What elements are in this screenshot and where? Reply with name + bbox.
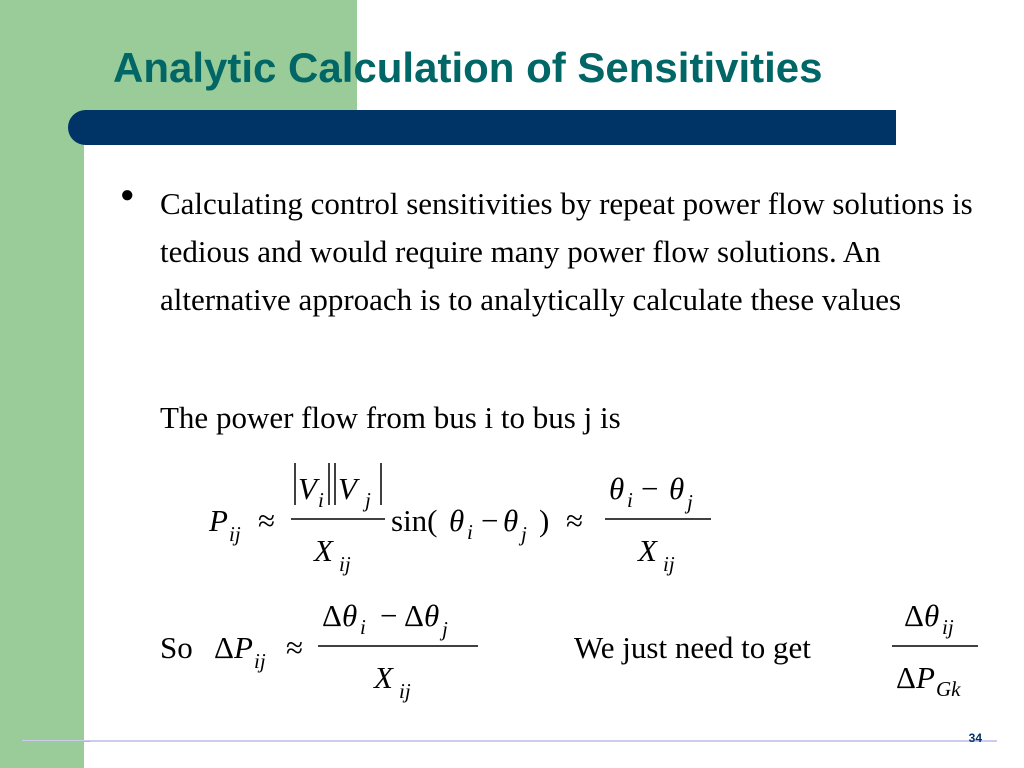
eq1-close: ) xyxy=(539,503,550,538)
power-flow-intro: The power flow from bus i to bus j is xyxy=(160,400,621,435)
eq1-theta-j-sub: j xyxy=(521,522,527,546)
eq3-theta-sub: ij xyxy=(942,615,954,639)
delta-power-equation xyxy=(158,588,498,721)
eq1-approx-1: ≈ xyxy=(258,503,276,538)
power-flow-equation xyxy=(205,455,725,593)
eq1-sin: sin( xyxy=(391,503,438,538)
eq1-theta-i: θ xyxy=(449,503,465,538)
eq3-P: P xyxy=(916,660,935,695)
eq2-approx: ≈ xyxy=(286,630,304,665)
eq2-so: So xyxy=(160,630,193,665)
eq2-minus: − xyxy=(380,598,398,633)
eq3-theta: θ xyxy=(924,598,940,633)
eq1-theta-i-sub: i xyxy=(467,520,473,544)
slide-title: Analytic Calculation of Sensitivities xyxy=(113,44,823,91)
footer-rule xyxy=(22,740,997,742)
eq2-P-sub: ij xyxy=(254,649,266,673)
eq1-P-sub: ij xyxy=(229,522,241,546)
eq3-delta-P: Δ xyxy=(896,660,916,695)
eq1-X1-sub: ij xyxy=(339,552,351,576)
eq2-delta-P: Δ xyxy=(214,630,234,665)
eq2-theta-j-sub: j xyxy=(442,617,448,641)
eq3-label: We just need to get xyxy=(574,630,811,665)
eq1-frac2-theta-j-sub: j xyxy=(687,490,693,514)
eq1-frac2-theta-i-sub: i xyxy=(627,488,633,512)
eq1-X2-sub: ij xyxy=(663,552,675,576)
target-sensitivity xyxy=(572,588,992,721)
eq1-P: P xyxy=(209,503,228,538)
eq1-V2: V xyxy=(338,471,357,506)
left-accent-bar-lower xyxy=(0,145,84,768)
eq3-delta-theta: Δ xyxy=(904,598,924,633)
eq1-frac2-theta-j: θ xyxy=(669,471,685,506)
eq1-approx-2: ≈ xyxy=(566,503,584,538)
eq1-V1: V xyxy=(298,471,317,506)
eq1-theta-j: θ xyxy=(503,503,519,538)
eq1-V2-sub: j xyxy=(365,488,371,512)
eq2-theta-j: θ xyxy=(424,598,440,633)
eq2-delta-j: Δ xyxy=(404,598,424,633)
eq2-delta-i: Δ xyxy=(322,598,342,633)
eq2-X: X xyxy=(374,660,393,695)
eq1-frac2-minus: − xyxy=(641,471,659,506)
eq2-X-sub: ij xyxy=(399,679,411,703)
eq2-theta-i-sub: i xyxy=(360,615,366,639)
eq1-X1: X xyxy=(314,533,333,568)
bullet-icon: ● xyxy=(120,182,135,208)
bullet-text: Calculating control sensitivities by repeat power flow solutions is tedious and would require many power flow solutions. An alternative approach is to analytically calculate these values xyxy=(160,186,973,317)
page-number: 34 xyxy=(968,731,982,745)
eq2-theta-i: θ xyxy=(342,598,358,633)
eq3-P-sub: Gk xyxy=(936,677,961,701)
eq1-frac2-theta-i: θ xyxy=(609,471,625,506)
eq2-P: P xyxy=(234,630,253,665)
footer-rule-accent xyxy=(22,741,90,742)
eq1-V1-sub: i xyxy=(318,488,324,512)
title-underline-bar xyxy=(68,110,896,145)
eq1-X2: X xyxy=(638,533,657,568)
eq1-minus: − xyxy=(481,503,499,538)
